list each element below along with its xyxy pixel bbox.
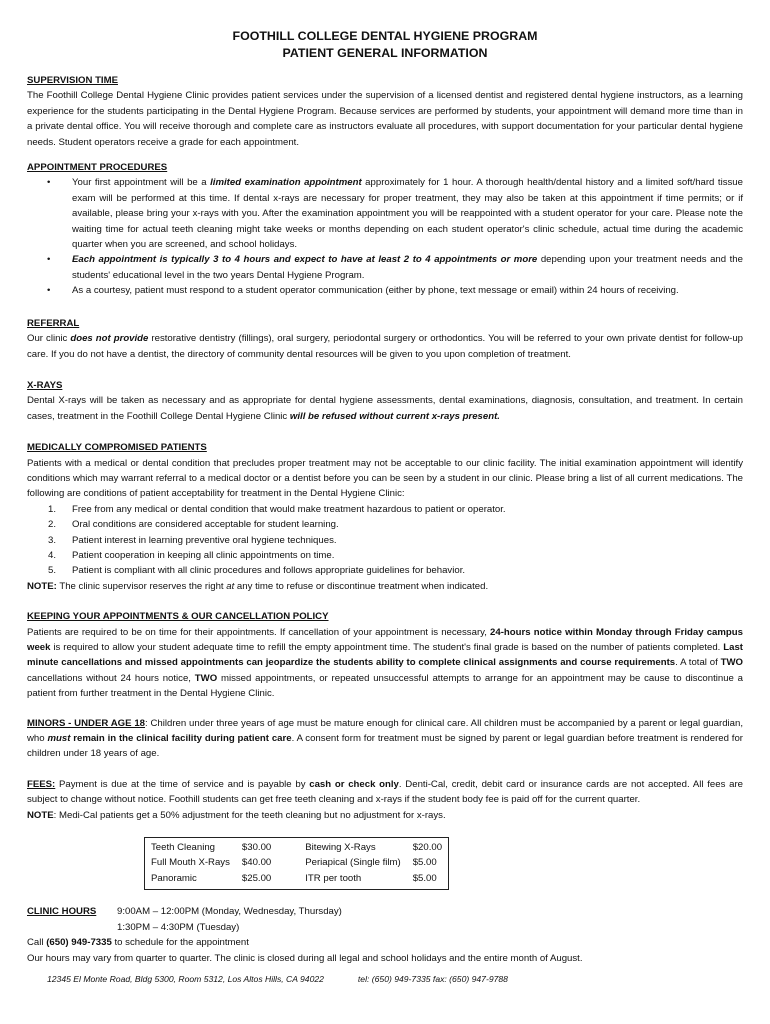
fee-table <box>144 837 449 890</box>
text-run: Payment is due at the time of service and is payable by <box>55 778 310 790</box>
document-title <box>27 28 743 62</box>
fee-price: $40.00 <box>241 857 272 869</box>
section-fees <box>27 777 743 890</box>
hours-text: 9:00AM – 12:00PM (Monday, Wednesday, Thursday) <box>117 906 342 918</box>
note-label: NOTE <box>27 809 54 821</box>
numbered-list <box>27 502 743 579</box>
list-text: Oral conditions are considered acceptable for student learning. <box>72 519 339 531</box>
text-run: cancellations without 24 hours notice, <box>27 672 195 684</box>
bold-text: remain in the clinical facility during patient care <box>70 733 292 745</box>
emphasis-text: must <box>47 733 71 745</box>
section-text <box>27 625 743 702</box>
section-referral <box>27 316 743 362</box>
section-text: Patients with a medical or dental condition that precludes proper treatment may not be acceptable to our clinic facility. The initial examination appointment will identify conditions which may warrant referral to a medical doctor or a dentist before you can be seen by a student in our clinic. Please bring a list of all current medications. The following are conditions of patient acceptability for treatment in the Dental Hygiene Clinic: <box>27 457 743 500</box>
list-text: Patient interest in learning preventive oral hygiene techniques. <box>72 534 337 546</box>
section-heading: KEEPING YOUR APPOINTMENTS & OUR CANCELLATION POLICY <box>27 611 329 623</box>
text-run: As a courtesy, patient must respond to a student operator communication (either by phone, text message or email) within 24 hours of receiving. <box>72 285 679 297</box>
footer-address: 12345 El Monte Road, Bldg 5300, Room 5312, Los Altos Hills, CA 94022 <box>47 974 324 984</box>
section-text: The Foothill College Dental Hygiene Clinic provides patient services under the supervision of a licensed dentist and registered dental hygiene instructors, as a learning experience for the students participating in the Dental Hygiene Program. Because services are performed by students, your appointment will demand more time than in a private dental office. You will receive thorough and complete care as instructors evaluate all procedures, with support documentation for your particular dental hygiene needs. Student operators receive a grade for each appointment. <box>27 90 743 148</box>
list-number: 5. <box>48 565 57 577</box>
bullet-icon: • <box>47 254 51 266</box>
text-run: Call <box>27 937 47 949</box>
document-page <box>27 28 743 966</box>
section-heading: APPOINTMENT PROCEDURES <box>27 162 168 174</box>
section-text <box>27 331 743 362</box>
list-item <box>27 175 743 252</box>
section-heading: MINORS - UNDER AGE 18 <box>27 717 146 729</box>
fee-service: ITR per tooth <box>305 872 362 884</box>
section-heading: FEES: <box>27 778 56 790</box>
emphasis-text: limited examination appointment <box>210 177 362 189</box>
list-number: 3. <box>48 534 57 546</box>
bold-text: Last minute cancellations and missed appointments can jeopardize the students ability to complete clinical assignments and course requirements <box>27 642 743 669</box>
bullet-icon: • <box>47 177 51 189</box>
call-line <box>27 935 743 950</box>
text-run: Your first appointment will be a <box>72 177 211 189</box>
section-supervision <box>27 73 743 150</box>
text-run: . A total of <box>675 657 721 669</box>
fee-price: $30.00 <box>241 842 272 854</box>
text-run: any time to refuse or discontinue treatment when indicated. <box>234 580 489 592</box>
emphasis-text: will be refused without current x-rays present. <box>289 410 500 422</box>
text-run: is required to allow your student adequate time to refill the empty appointment time. The student's final grade is based on the number of patients completed. <box>50 642 724 653</box>
section-clinic-hours <box>27 904 743 966</box>
table-row <box>145 871 449 890</box>
list-text: Free from any medical or dental condition that would make treatment hazardous to patient or operator. <box>72 503 506 515</box>
fee-price: $20.00 <box>412 842 443 854</box>
text-run: Our clinic <box>27 333 71 345</box>
emphasis-text: Each appointment is typically 3 to 4 hours and expect to have at least 2 to 4 appointments or more <box>72 254 538 266</box>
bold-text: cash or check only <box>309 778 399 790</box>
list-item <box>27 517 743 532</box>
list-item <box>27 533 743 548</box>
section-text <box>27 393 743 424</box>
hours-line <box>27 904 743 919</box>
section-note <box>27 579 743 594</box>
list-number: 2. <box>48 519 57 531</box>
section-text <box>27 777 743 808</box>
bullet-icon: • <box>47 285 51 297</box>
section-xrays <box>27 378 743 424</box>
section-minors <box>27 716 743 762</box>
section-heading: SUPERVISION TIME <box>27 75 118 86</box>
section-cancellation <box>27 609 743 701</box>
text-run: approximately for 1 hour. A thorough health/dental history and a limited soft/hard tissue exam will be performed at this time. If dental x-rays are necessary for proper treatment, they may also be taken at this appointment if time permits; or if available, please bring your x-rays with you. After the examination appointment you will be reappointed with a student operator for your care. Please note the waiting time for actual teeth cleaning might take weeks or months depending on each student operator's clinic schedule, actual time during the academic quarter when you are screened, and school holidays. <box>72 177 743 251</box>
bold-text: TWO <box>720 657 743 669</box>
section-note <box>27 808 743 823</box>
text-run: restorative dentistry (fillings), oral surgery, periodontal surgery or orthodontics. You will be referred to your own private dentist for follow-up care. If you do not have a dentist, the directory of community dental resources will be given to you upon completion of treatment. <box>27 333 743 360</box>
text-run: missed appointments, or repeated unsuccessful attempts to arrange for an appointment may be cause to discontinue a patient from further treatment in the Dental Hygiene Clinic. <box>27 672 743 700</box>
text-run: . Denti-Cal, credit, debit card or insurance cards are not accepted. All fees are subject to change without notice. Foothill students can get free teeth cleaning and x-rays if the student body fee is paid off for the current quarter. <box>27 778 743 806</box>
bold-text: 24-hours notice within Monday through Friday campus week <box>27 626 743 653</box>
footer-contact: tel: (650) 949-7335 fax: (650) 947-9788 <box>357 974 508 984</box>
section-appointment <box>27 160 743 299</box>
section-heading: MEDICALLY COMPROMISED PATIENTS <box>27 442 207 454</box>
fee-service: Full Mouth X-Rays <box>151 857 230 869</box>
text-run: The clinic supervisor reserves the right <box>56 580 227 592</box>
section-heading: CLINIC HOURS <box>27 906 97 918</box>
fee-price: $5.00 <box>412 872 437 884</box>
title-line-2: PATIENT GENERAL INFORMATION <box>282 46 488 60</box>
note-label: NOTE: <box>27 580 57 592</box>
list-item <box>27 548 743 563</box>
hours-line: 1:30PM – 4:30PM (Tuesday) <box>117 921 240 933</box>
list-item <box>27 502 743 517</box>
bold-text: TWO <box>194 672 218 684</box>
section-heading: REFERRAL <box>27 317 80 329</box>
text-run: depending upon your treatment needs and the students' educational level in the two years Dental Hygiene Program. <box>72 254 743 281</box>
text-run: : Medi-Cal patients get a 50% adjustment for the teeth cleaning but no adjustment for x-rays. <box>53 809 446 821</box>
list-item <box>27 283 743 298</box>
fee-service: Teeth Cleaning <box>151 842 216 854</box>
title-line-1: FOOTHILL COLLEGE DENTAL HYGIENE PROGRAM <box>232 29 538 43</box>
fee-service: Bitewing X-Rays <box>305 842 376 854</box>
text-run: to schedule for the appointment <box>111 937 249 949</box>
text-run: : Children under three years of age must be mature enough for clinical care. All children must be accompanied by a parent or legal guardian, who <box>27 717 743 745</box>
table-row <box>145 855 449 870</box>
page-footer <box>47 974 508 984</box>
list-number: 4. <box>48 549 57 561</box>
list-item <box>27 563 743 578</box>
list-item <box>27 252 743 283</box>
fee-price: $5.00 <box>412 857 437 869</box>
emphasis-text: does not provide <box>70 333 149 345</box>
bullet-list <box>27 175 743 298</box>
emphasis-text: at <box>226 580 235 592</box>
table-row <box>145 838 449 856</box>
fee-price: $25.00 <box>241 872 272 884</box>
text-run: . A consent form for treatment must be signed by parent or legal guardian before treatment is rendered for children under 18 years of age. <box>27 733 743 760</box>
phone-number: (650) 949-7335 <box>46 937 112 949</box>
fee-service: Periapical (Single film) <box>305 857 401 869</box>
list-number: 1. <box>48 503 57 515</box>
section-heading: X-RAYS <box>27 379 63 391</box>
list-text: Patient is compliant with all clinic procedures and follows appropriate guidelines for behavior. <box>72 565 466 577</box>
text-run: Patients are required to be on time for their appointments. If cancellation of your appointment is necessary, <box>27 626 491 638</box>
text-run: Dental X-rays will be taken as necessary and as appropriate for dental hygiene assessments, dental examinations, diagnosis, consultation, and treatment. In certain cases, treatment in the Foothill College Dental Hygiene Clinic <box>27 395 743 422</box>
list-text: Patient cooperation in keeping all clinic appointments on time. <box>72 549 335 561</box>
section-medical <box>27 440 743 594</box>
fee-service: Panoramic <box>151 872 197 884</box>
hours-note: Our hours may vary from quarter to quarter. The clinic is closed during all legal and school holidays and the entire month of August. <box>27 952 583 964</box>
